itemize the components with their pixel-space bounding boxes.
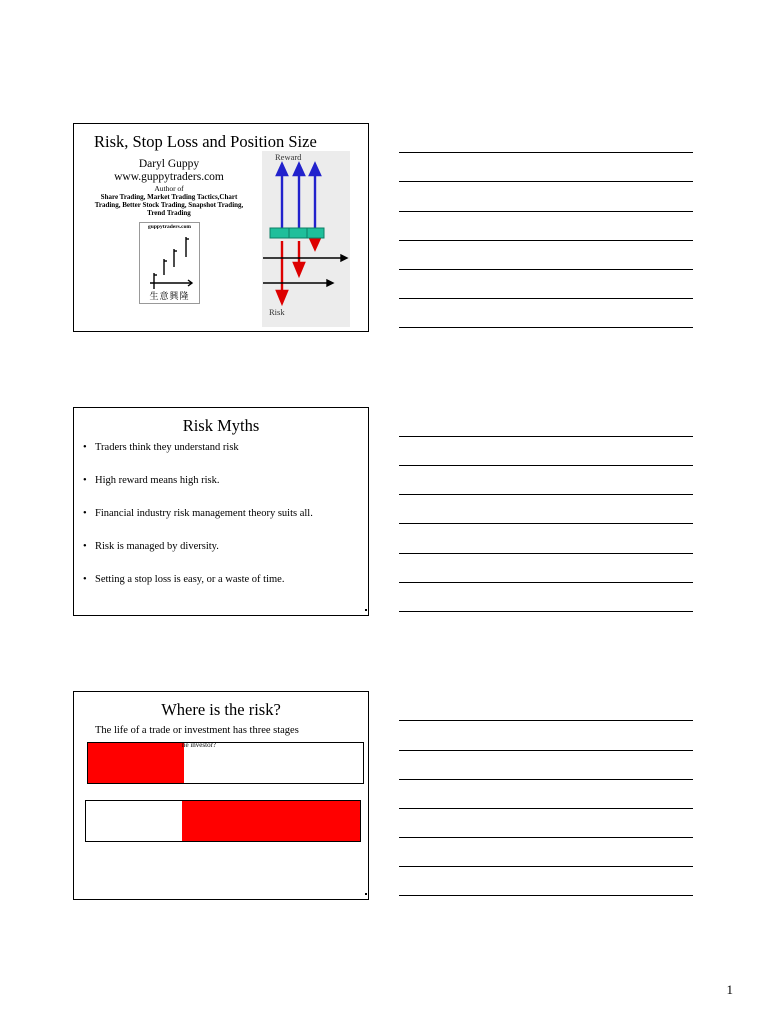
intro-text: The life of a trade or investment has three stages [95,725,299,736]
note-line [399,837,693,838]
note-line [399,523,693,524]
bullet-item: • Risk is managed by diversity. [82,541,360,553]
bullet-item: • Setting a stop loss is easy, or a waste of time. [82,574,360,586]
note-line [399,866,693,867]
note-line [399,553,693,554]
stage-bar-1 [87,742,364,784]
slide-title: Risk Myths [182,416,260,435]
logo-chinese-text: 生意興隆 [149,292,190,302]
author-name: Daryl Guppy [138,158,200,170]
bullet-item: • Financial industry risk management theory suits all. [82,508,360,520]
slide-3 [73,691,369,900]
overflow-text: ne investor? [182,741,217,749]
note-line [399,269,693,270]
reward-label: Reward [275,152,302,162]
bullet-list [82,442,360,607]
slide-title: Where is the risk? [161,700,281,719]
guppytraders-logo [139,222,200,304]
risk-segment [88,743,184,783]
note-line [399,181,693,182]
corner-dot [365,893,367,895]
risk-segment [182,801,360,841]
page-number: 1 [726,982,733,997]
author-of-label: Author of [154,184,184,193]
reward-risk-diagram [261,151,351,327]
note-line [399,152,693,153]
author-website: www.guppytraders.com [114,171,224,183]
note-line [399,720,693,721]
note-line [399,327,693,328]
risk-label: Risk [269,307,285,317]
note-line [399,779,693,780]
note-line [399,582,693,583]
note-line [399,808,693,809]
note-line [399,298,693,299]
note-line [399,465,693,466]
slide-2 [73,407,369,616]
bullet-item: • Traders think they understand risk [82,442,360,454]
note-line [399,436,693,437]
note-line [399,240,693,241]
book-list: Share Trading, Market Trading Tactics,Chart Trading, Better Stock Trading, Snapshot Trading, Trend Trading [94,193,244,217]
reward-risk-arrows [261,151,351,327]
logo-text: guppytraders.com [148,224,191,230]
corner-dot [365,609,367,611]
note-line [399,895,693,896]
note-line [399,750,693,751]
bullet-item: • High reward means high risk. [82,475,360,487]
note-line [399,611,693,612]
stage-bar-2 [85,800,361,842]
note-line [399,494,693,495]
note-line [399,211,693,212]
slide-1 [73,123,369,332]
slide-title: Risk, Stop Loss and Position Size [94,132,317,151]
